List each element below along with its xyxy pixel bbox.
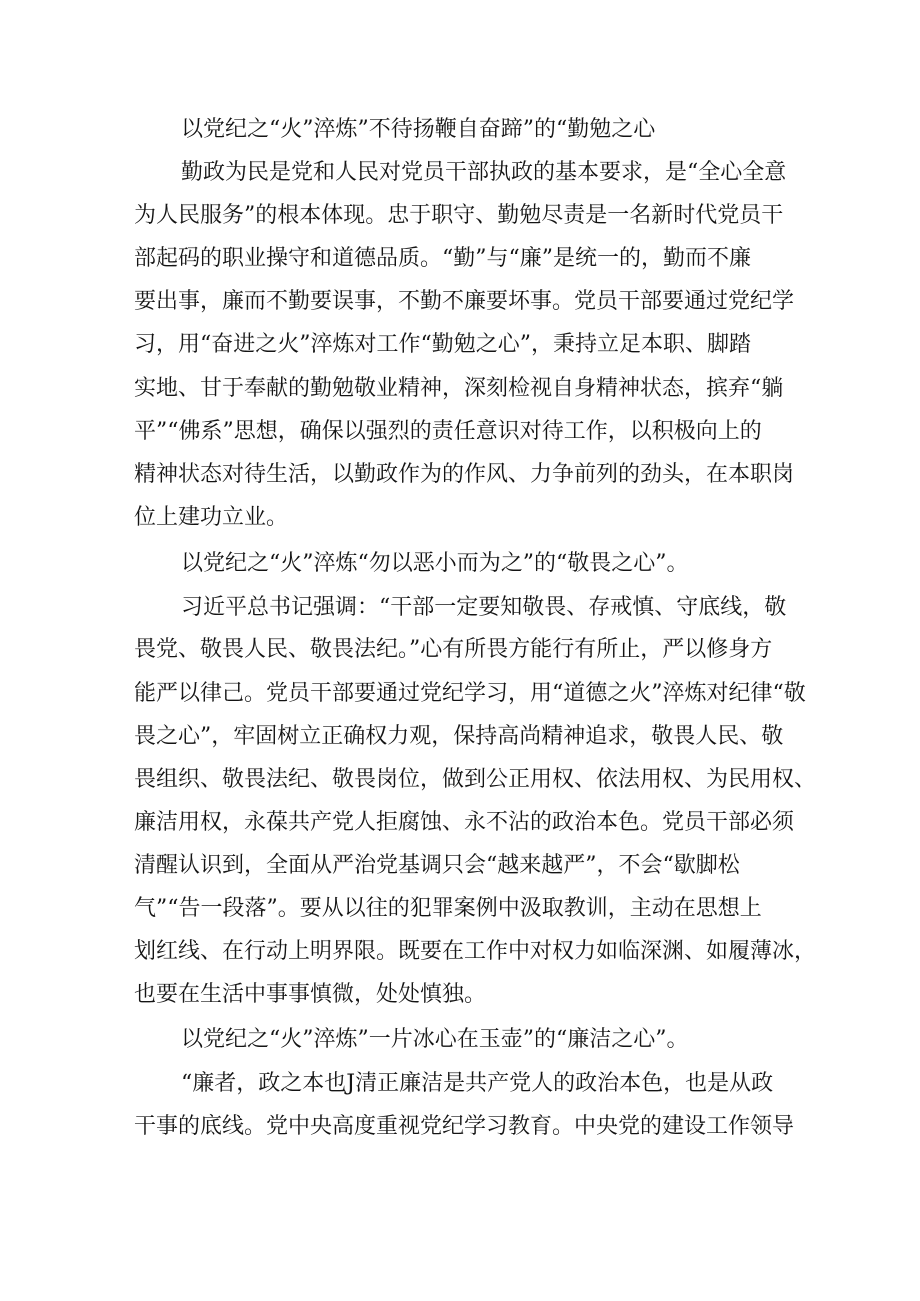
section-heading [0, 547, 920, 581]
paragraph-line [0, 501, 920, 535]
paragraph-line [0, 935, 920, 969]
paragraph-line [0, 677, 920, 711]
paragraph-line [0, 720, 920, 754]
paragraph-line [0, 199, 920, 233]
paragraph-line [0, 806, 920, 840]
line-text: 习近平总书记强调：“干部一定要知敬畏、存戒慎、守底线，敬 [181, 595, 787, 620]
line-text: 要出事，廉而不勤要误事，不勤不廉要坏事。党员干部要通过党纪学 [134, 289, 795, 314]
section-heading [0, 113, 920, 147]
section-heading [0, 1023, 920, 1057]
line-text: 清醒认识到，全面从严治党基调只会“越来越严”，不会“歇脚松 [134, 853, 740, 878]
paragraph-line [0, 415, 920, 449]
line-text: 畏之心”，牢固树立正确权力观，保持高尚精神追求，敬畏人民、敬 [134, 724, 784, 749]
paragraph-line [0, 591, 920, 625]
heading-text: 以党纪之“火”淬炼”一片冰心在玉壶”的“廉洁之心”。 [181, 1027, 689, 1052]
line-text: 划红线、在行动上明界限。既要在工作中对权力如临深渊、如履薄冰， [134, 939, 817, 964]
line-text: 实地、甘于奉献的勤勉敬业精神，深刻检视自身精神状态，摈弃“躺 [134, 376, 784, 401]
heading-text: 以党纪之“火”淬炼”不待扬鞭自奋蹄”的“勤勉之心 [181, 117, 656, 142]
line-text: 干事的底线。党中央高度重视党纪学习教育。中央党的建设工作领导 [134, 1114, 795, 1139]
paragraph-line [0, 849, 920, 883]
line-text: 精神状态对待生活，以勤政作为的作风、力争前列的劲头，在本职岗 [134, 462, 795, 487]
line-text: 部起码的职业操守和道德品质。“勤”与“廉”是统一的，勤而不廉 [134, 246, 751, 271]
line-text: 畏党、敬畏人民、敬畏法纪。”心有所畏方能行有所止，严以修身方 [134, 637, 773, 662]
paragraph-line [0, 978, 920, 1012]
paragraph-line [0, 372, 920, 406]
paragraph-line [0, 156, 920, 190]
line-text: 也要在生活中事事慎微，处处慎独。 [134, 982, 487, 1007]
paragraph-line [0, 633, 920, 667]
line-text: 为人民服务”的根本体现。忠于职守、勤勉尽责是一名新时代党员干 [134, 203, 784, 228]
paragraph-line [0, 1110, 920, 1144]
line-text: 气”“告一段落”。要从以往的犯罪案例中汲取教训，主动在思想上 [134, 896, 762, 921]
line-text: “廉者，政之本也J清正廉洁是共产党人的政治本色，也是从政 [181, 1071, 774, 1096]
line-text: 位上建功立业。 [134, 505, 289, 530]
paragraph-line [0, 892, 920, 926]
line-text: 平”“佛系”思想，确保以强烈的责任意识对待工作，以积极向上的 [134, 419, 762, 444]
line-text: 习，用“奋进之火”淬炼对工作“勤勉之心”，秉持立足本职、脚踏 [134, 332, 751, 357]
line-text: 勤政为民是党和人民对党员干部执政的基本要求，是“全心全意 [181, 160, 787, 185]
paragraph-line [0, 328, 920, 362]
heading-text: 以党纪之“火”淬炼“勿以恶小而为之”的“敬畏之心”。 [181, 551, 689, 576]
line-text: 廉洁用权，永葆共产党人拒腐蚀、永不沾的政治本色。党员干部必须 [134, 810, 795, 835]
paragraph-line [0, 1067, 920, 1101]
paragraph-line [0, 242, 920, 276]
paragraph-line [0, 285, 920, 319]
paragraph-line [0, 763, 920, 797]
line-text: 能严以律己。党员干部要通过党纪学习，用“道德之火”淬炼对纪律“敬 [134, 681, 806, 706]
paragraph-line [0, 458, 920, 492]
line-text: 畏组织、敬畏法纪、敬畏岗位，做到公正用权、依法用权、为民用权、 [134, 767, 817, 792]
